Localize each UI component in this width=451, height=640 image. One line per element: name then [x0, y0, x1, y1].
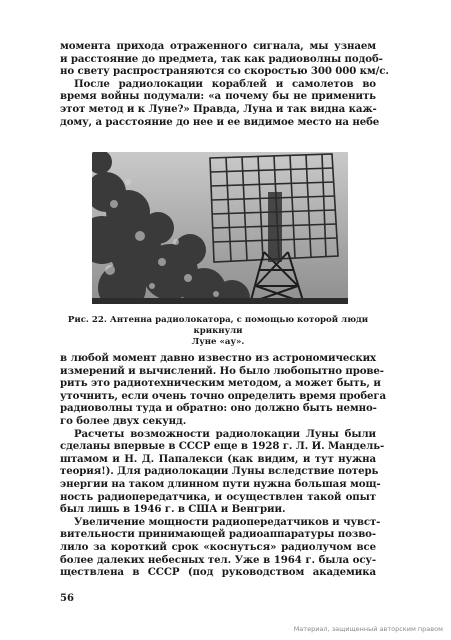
- text-line: более далеких небесных тел. Уже в 1964 г. была осу-: [60, 553, 376, 566]
- text-line: рить это радиотехническим методом, а может быть, и: [60, 377, 381, 390]
- text-line: штамом и Н. Д. Папалекси (как видим, и тут нужна: [60, 452, 376, 465]
- text-line: дому, а расстояние до нее и ее видимое место на небе: [60, 115, 380, 128]
- text-line: теория!). Для радиолокации Луны вследствие потерь: [60, 465, 379, 478]
- text-line: После радиолокации кораблей и самолетов во: [74, 77, 376, 90]
- text-block-top: [60, 40, 389, 128]
- text-line: ществлена в СССР (под руководством академика: [60, 566, 376, 579]
- text-line: лило за короткий срок «коснуться» радиолучом все: [60, 540, 376, 553]
- caption-line: Рис. 22. Антенна радиолокатора, с помощью которой люди крикнули: [67, 315, 369, 336]
- text-line: вительности принимающей радиоаппаратуры позво-: [60, 528, 376, 541]
- text-line: в любой момент давно известно из астрономических: [60, 352, 376, 364]
- figure-caption: [60, 315, 376, 348]
- text-line: время войны подумали: «а почему бы не применить: [60, 90, 376, 103]
- copyright-watermark: Материал, защищенный авторским правом: [293, 625, 443, 633]
- radar-antenna-photo: [92, 152, 348, 304]
- page-number: 56: [60, 593, 74, 604]
- text-line: энергии на таком длинном пути нужна большая мощ-: [60, 477, 381, 490]
- text-line: Увеличение мощности радиопередатчиков и чувст-: [74, 515, 381, 528]
- text-line: сделаны впервые в СССР еще в 1928 г. Л. И. Мандель-: [60, 440, 385, 453]
- text-line: но свету распространяются со скоростью 300 000 км/с.: [60, 65, 389, 78]
- caption-line: Луне «ау».: [191, 337, 245, 347]
- text-line: ность радиопередатчика, и осуществлен такой опыт: [60, 490, 376, 503]
- text-line: го более двух секунд.: [60, 414, 187, 427]
- text-line: был лишь в 1946 г. в США и Венгрии.: [60, 503, 286, 516]
- text-line: радиоволны туда и обратно: оно должно быть немно-: [60, 402, 377, 415]
- antenna-illustration: [92, 152, 348, 304]
- text-line: этот метод и к Луне?» Правда, Луна и так видна каж-: [60, 102, 377, 115]
- text-line: уточнить, если очень точно определить время пробега: [60, 389, 387, 402]
- text-line: измерений и вычислений. Но было любопытно прове-: [60, 364, 384, 377]
- text-line: Расчеты возможности радиолокации Луны были: [74, 427, 376, 440]
- text-line: момента прихода отраженного сигнала, мы узнаем: [60, 40, 376, 52]
- text-block-bottom: [60, 352, 387, 579]
- text-line: и расстояние до предмета, так как радиоволны подоб-: [60, 52, 383, 65]
